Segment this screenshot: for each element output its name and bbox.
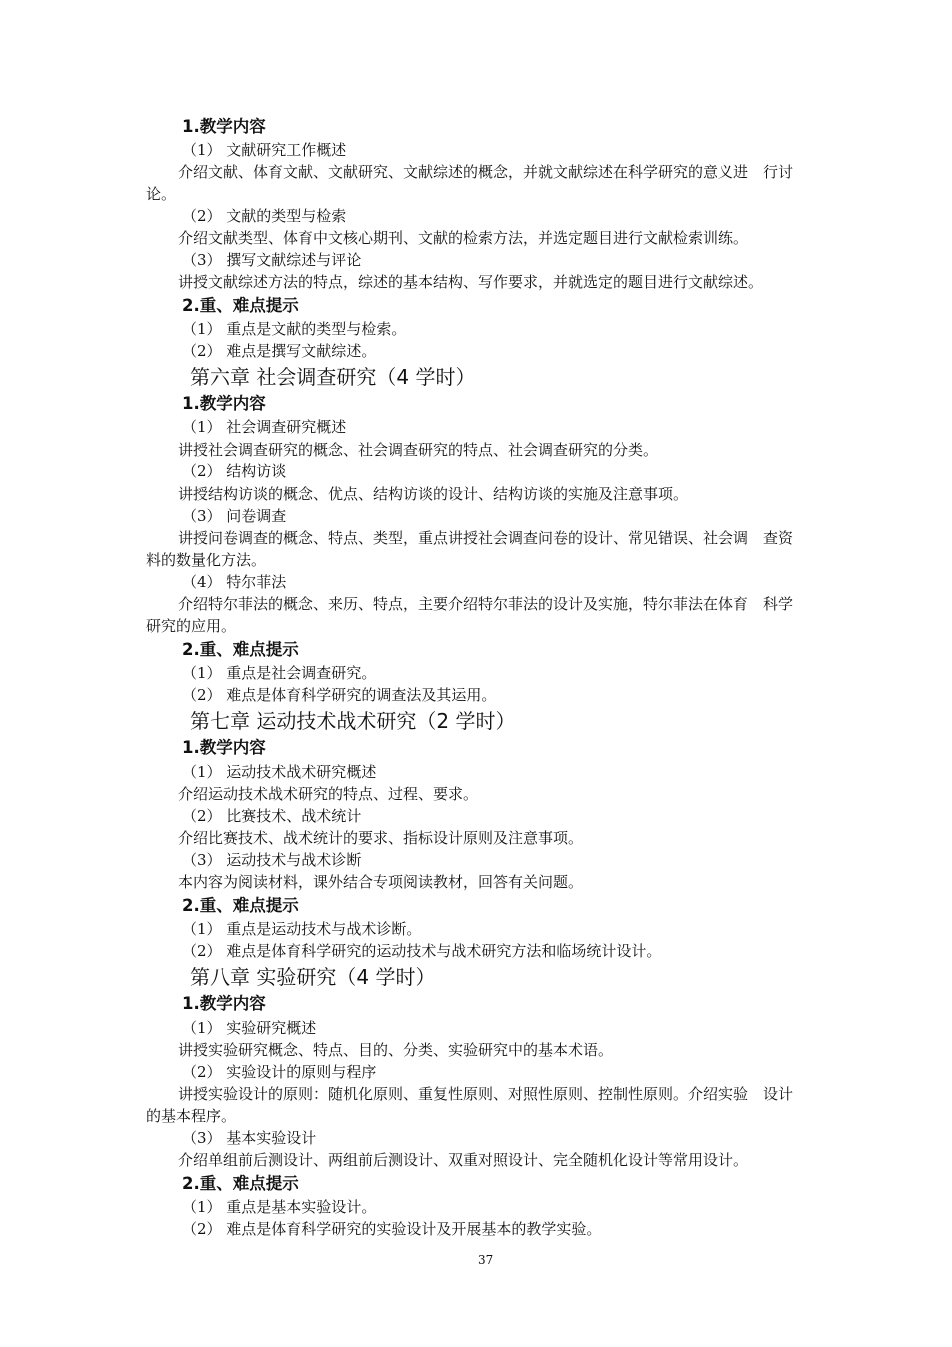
chapter-title: 第七章 运动技术战术研究（2 学时） [190,709,516,733]
subsection-title: （3） 问卷调查 [182,507,287,525]
subsection-title: （3） 撰写文献综述与评论 [182,251,362,269]
page-number: 37 [478,1253,494,1267]
body-text: 讲授文献综述方法的特点，综述的基本结构、写作要求，并就选定的题目进行文献综述。 [178,273,764,291]
key-point: （1） 重点是基本实验设计。 [182,1198,377,1216]
body-text: 讲授结构访谈的概念、优点、结构访谈的设计、结构访谈的实施及注意事项。 [178,485,689,503]
body-text: 介绍单组前后测设计、两组前后测设计、双重对照设计、完全随机化设计等常用设计。 [178,1151,749,1169]
chapter-title: 第六章 社会调查研究（4 学时） [190,365,476,389]
subsection-title: （2） 结构访谈 [182,462,287,480]
key-point: （1） 重点是运动技术与战术诊断。 [182,920,422,938]
subsection-title: （2） 文献的类型与检索 [182,207,347,225]
body-text: 研究的应用。 [146,617,237,635]
body-text: 介绍特尔菲法的概念、来历、特点，主要介绍特尔菲法的设计及实施，特尔菲法在体育 科学 [178,595,794,613]
key-point: （2） 难点是体育科学研究的调查法及其运用。 [182,686,497,704]
body-text: 的基本程序。 [146,1107,237,1125]
section-heading: 1.教学内容 [182,117,266,136]
key-point: （2） 难点是撰写文献综述。 [182,342,377,360]
key-point: （1） 重点是社会调查研究。 [182,664,377,682]
subsection-title: （1） 社会调查研究概述 [182,418,347,436]
section-heading: 1.教学内容 [182,738,266,757]
key-point: （1） 重点是文献的类型与检索。 [182,320,407,338]
section-heading: 2.重、难点提示 [182,640,299,659]
body-text: 本内容为阅读材料，课外结合专项阅读教材，回答有关问题。 [178,873,584,891]
subsection-title: （2） 实验设计的原则与程序 [182,1063,377,1081]
key-point: （2） 难点是体育科学研究的实验设计及开展基本的教学实验。 [182,1220,602,1238]
body-text: 介绍比赛技术、战术统计的要求、指标设计原则及注意事项。 [178,829,584,847]
subsection-title: （2） 比赛技术、战术统计 [182,807,362,825]
subsection-title: （1） 运动技术战术研究概述 [182,763,377,781]
body-text: 讲授社会调查研究的概念、社会调查研究的特点、社会调查研究的分类。 [178,441,659,459]
section-heading: 2.重、难点提示 [182,296,299,315]
body-text: 论。 [146,185,177,203]
body-text: 介绍运动技术战术研究的特点、过程、要求。 [178,785,479,803]
body-text: 料的数量化方法。 [146,551,267,569]
section-heading: 2.重、难点提示 [182,1174,299,1193]
section-heading: 2.重、难点提示 [182,896,299,915]
body-text: 讲授实验设计的原则：随机化原则、重复性原则、对照性原则、控制性原则。介绍实验 设计 [178,1085,794,1103]
body-text: 介绍文献、体育文献、文献研究、文献综述的概念，并就文献综述在科学研究的意义进 行讨 [178,163,794,181]
body-text: 讲授实验研究概念、特点、目的、分类、实验研究中的基本术语。 [178,1041,614,1059]
key-point: （2） 难点是体育科学研究的运动技术与战术研究方法和临场统计设计。 [182,942,662,960]
body-text: 讲授问卷调查的概念、特点、类型，重点讲授社会调查问卷的设计、常见错误、社会调 查资 [178,529,794,547]
section-heading: 1.教学内容 [182,394,266,413]
subsection-title: （1） 实验研究概述 [182,1019,317,1037]
section-heading: 1.教学内容 [182,994,266,1013]
chapter-title: 第八章 实验研究（4 学时） [190,965,436,989]
subsection-title: （4） 特尔菲法 [182,573,287,591]
subsection-title: （3） 基本实验设计 [182,1129,317,1147]
subsection-title: （1） 文献研究工作概述 [182,141,347,159]
body-text: 介绍文献类型、体育中文核心期刊、文献的检索方法，并选定题目进行文献检索训练。 [178,229,749,247]
subsection-title: （3） 运动技术与战术诊断 [182,851,362,869]
